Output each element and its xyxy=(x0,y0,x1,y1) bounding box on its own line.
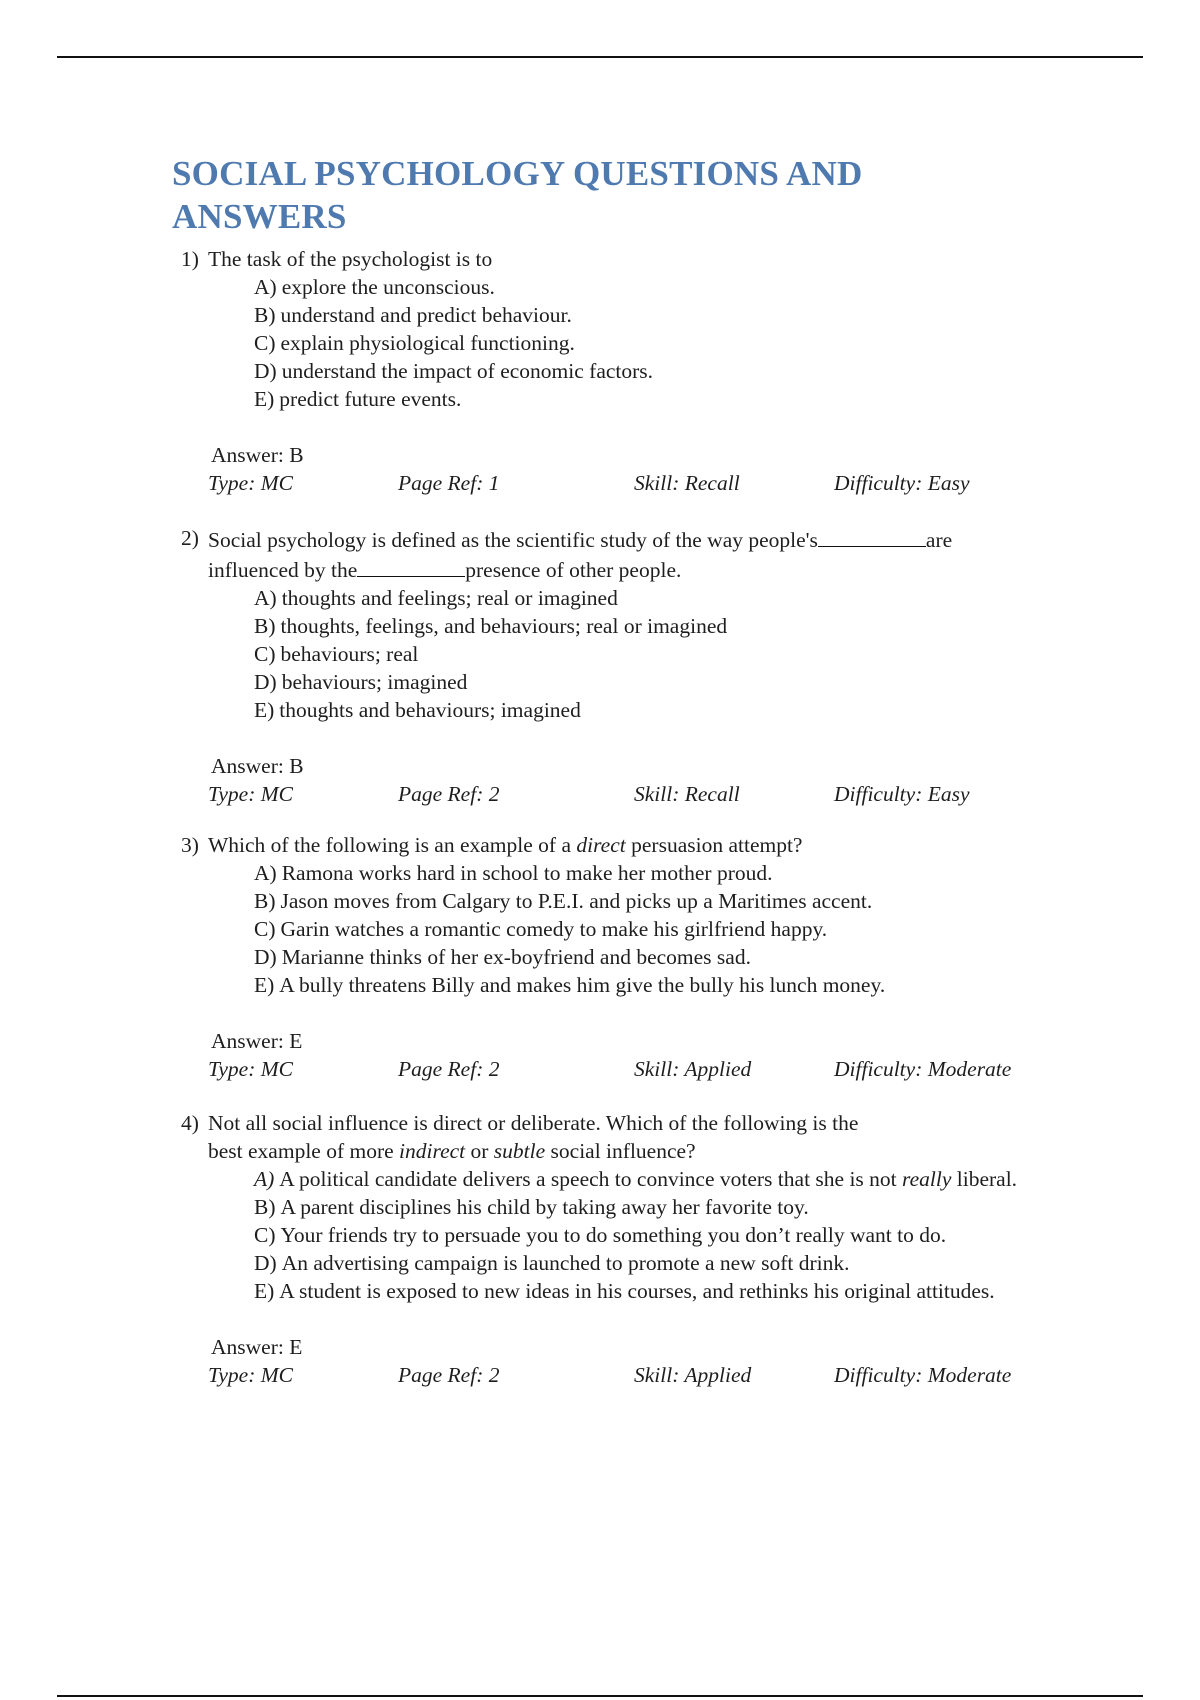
options-list xyxy=(254,584,1061,724)
question-meta xyxy=(181,1055,1061,1083)
option-text-part: liberal. xyxy=(956,1167,1018,1191)
option-text: behaviours; imagined xyxy=(281,670,468,694)
answer-line: Answer: B xyxy=(211,754,304,778)
question-stem xyxy=(181,1109,1061,1165)
option-label: A) xyxy=(254,586,277,610)
option-label: E) xyxy=(254,698,275,722)
option-text: explore the unconscious. xyxy=(281,275,495,299)
option-text: An advertising campaign is launched to promote a new soft drink. xyxy=(281,1251,850,1275)
option-text: understand the impact of economic factors. xyxy=(281,359,654,383)
option-emphasis: really xyxy=(902,1167,952,1191)
title-line-1: SOCIAL PSYCHOLOGY QUESTIONS AND xyxy=(172,154,863,193)
meta-difficulty: Difficulty: Moderate xyxy=(834,1057,1012,1081)
option-e xyxy=(254,696,1061,724)
meta-difficulty: Difficulty: Easy xyxy=(834,471,970,495)
bottom-rule xyxy=(57,1695,1143,1697)
option-label: E) xyxy=(254,1279,275,1303)
options-list xyxy=(254,273,1061,413)
question-number: 2) xyxy=(181,526,199,550)
stem-emphasis: direct xyxy=(576,833,626,857)
option-label: A) xyxy=(254,861,277,885)
option-label: B) xyxy=(254,614,276,638)
stem-emphasis: subtle xyxy=(493,1139,546,1163)
answer-line: Answer: B xyxy=(211,443,304,467)
question-text xyxy=(208,831,1061,859)
option-text: predict future events. xyxy=(279,387,462,411)
option-text: Ramona works hard in school to make her mother proud. xyxy=(281,861,773,885)
options-list xyxy=(254,1165,1061,1305)
stem-part: best example of more xyxy=(208,1139,394,1163)
meta-skill: Skill: Recall xyxy=(634,471,740,495)
meta-difficulty: Difficulty: Easy xyxy=(834,782,970,806)
options-list xyxy=(254,859,1061,999)
option-d xyxy=(254,357,1061,385)
question-text xyxy=(208,1109,1061,1165)
stem-part: are xyxy=(925,528,953,552)
answer-line: Answer: E xyxy=(211,1029,303,1053)
option-label: A) xyxy=(254,275,277,299)
option-label: C) xyxy=(254,642,276,666)
stem-part: presence of other people. xyxy=(465,558,682,582)
title-line-2: ANSWERS xyxy=(172,197,347,236)
option-label: D) xyxy=(254,359,277,383)
option-label: E) xyxy=(254,973,275,997)
stem-part: Social psychology is defined as the scientific study of the way people's xyxy=(208,528,818,552)
top-rule xyxy=(57,56,1143,58)
question-stem xyxy=(181,524,1061,584)
question-meta xyxy=(181,780,1061,808)
stem-part: persuasion attempt? xyxy=(631,833,803,857)
question-text xyxy=(208,524,1061,584)
option-text: Your friends try to persuade you to do something you don’t really want to do. xyxy=(280,1223,947,1247)
question-3 xyxy=(181,831,1061,1083)
question-1 xyxy=(181,245,1061,497)
option-text-part: A political candidate delivers a speech to convince voters that she is not xyxy=(279,1167,897,1191)
meta-type: Type: MC xyxy=(208,1363,293,1387)
option-d xyxy=(254,1249,1061,1277)
option-b xyxy=(254,301,1061,329)
question-meta xyxy=(181,1361,1061,1389)
meta-skill: Skill: Applied xyxy=(634,1363,752,1387)
option-e xyxy=(254,1277,1061,1305)
meta-type: Type: MC xyxy=(208,471,293,495)
option-text: A bully threatens Billy and makes him give the bully his lunch money. xyxy=(279,973,886,997)
option-c xyxy=(254,1221,1061,1249)
stem-emphasis: indirect xyxy=(399,1139,466,1163)
question-number: 1) xyxy=(181,247,199,271)
option-label: C) xyxy=(254,917,276,941)
option-e xyxy=(254,385,1061,413)
page-title xyxy=(172,152,932,238)
option-label: E) xyxy=(254,387,275,411)
fill-in-blank xyxy=(818,524,926,547)
meta-page-ref: Page Ref: 2 xyxy=(398,1057,500,1081)
option-e xyxy=(254,971,1061,999)
option-a xyxy=(254,584,1061,612)
meta-type: Type: MC xyxy=(208,782,293,806)
question-number: 4) xyxy=(181,1111,199,1135)
option-text xyxy=(279,1165,1061,1193)
meta-page-ref: Page Ref: 1 xyxy=(398,471,500,495)
meta-page-ref: Page Ref: 2 xyxy=(398,782,500,806)
option-d xyxy=(254,943,1061,971)
meta-difficulty: Difficulty: Moderate xyxy=(834,1363,1012,1387)
option-b xyxy=(254,1193,1061,1221)
option-c xyxy=(254,915,1061,943)
option-text: Marianne thinks of her ex-boyfriend and becomes sad. xyxy=(281,945,751,969)
stem-part: influenced by the xyxy=(208,558,358,582)
option-a xyxy=(254,859,1061,887)
question-stem xyxy=(181,245,1061,273)
option-c xyxy=(254,640,1061,668)
stem-part: or xyxy=(470,1139,489,1163)
option-label: D) xyxy=(254,945,277,969)
meta-page-ref: Page Ref: 2 xyxy=(398,1363,500,1387)
question-stem xyxy=(181,831,1061,859)
stem-part: social influence? xyxy=(550,1139,696,1163)
option-label: C) xyxy=(254,331,276,355)
option-label: A) xyxy=(254,1167,275,1191)
question-number: 3) xyxy=(181,833,199,857)
meta-type: Type: MC xyxy=(208,1057,293,1081)
option-text: Garin watches a romantic comedy to make his girlfriend happy. xyxy=(280,917,828,941)
option-b xyxy=(254,887,1061,915)
option-text: behaviours; real xyxy=(280,642,419,666)
stem-part: Not all social influence is direct or deliberate. Which of the following is the xyxy=(208,1111,859,1135)
question-4 xyxy=(181,1109,1061,1389)
option-a xyxy=(254,273,1061,301)
option-d xyxy=(254,668,1061,696)
option-a xyxy=(254,1165,1061,1193)
option-label: C) xyxy=(254,1223,276,1247)
option-text: A parent disciplines his child by taking away her favorite toy. xyxy=(280,1195,809,1219)
question-text: The task of the psychologist is to xyxy=(208,247,493,271)
question-meta xyxy=(181,469,1061,497)
question-2 xyxy=(181,524,1061,808)
option-label: B) xyxy=(254,889,276,913)
answer-line: Answer: E xyxy=(211,1335,303,1359)
option-label: B) xyxy=(254,303,276,327)
option-text: Jason moves from Calgary to P.E.I. and picks up a Maritimes accent. xyxy=(280,889,873,913)
option-text: explain physiological functioning. xyxy=(280,331,575,355)
stem-part: Which of the following is an example of a xyxy=(208,833,572,857)
option-text: thoughts and behaviours; imagined xyxy=(279,698,581,722)
option-b xyxy=(254,612,1061,640)
meta-skill: Skill: Applied xyxy=(634,1057,752,1081)
meta-skill: Skill: Recall xyxy=(634,782,740,806)
option-c xyxy=(254,329,1061,357)
option-label: D) xyxy=(254,670,277,694)
option-label: B) xyxy=(254,1195,276,1219)
option-label: D) xyxy=(254,1251,277,1275)
option-text: thoughts, feelings, and behaviours; real or imagined xyxy=(280,614,728,638)
option-text: thoughts and feelings; real or imagined xyxy=(281,586,618,610)
fill-in-blank xyxy=(357,554,465,577)
option-text: A student is exposed to new ideas in his courses, and rethinks his original attitudes. xyxy=(279,1279,995,1303)
option-text: understand and predict behaviour. xyxy=(280,303,572,327)
